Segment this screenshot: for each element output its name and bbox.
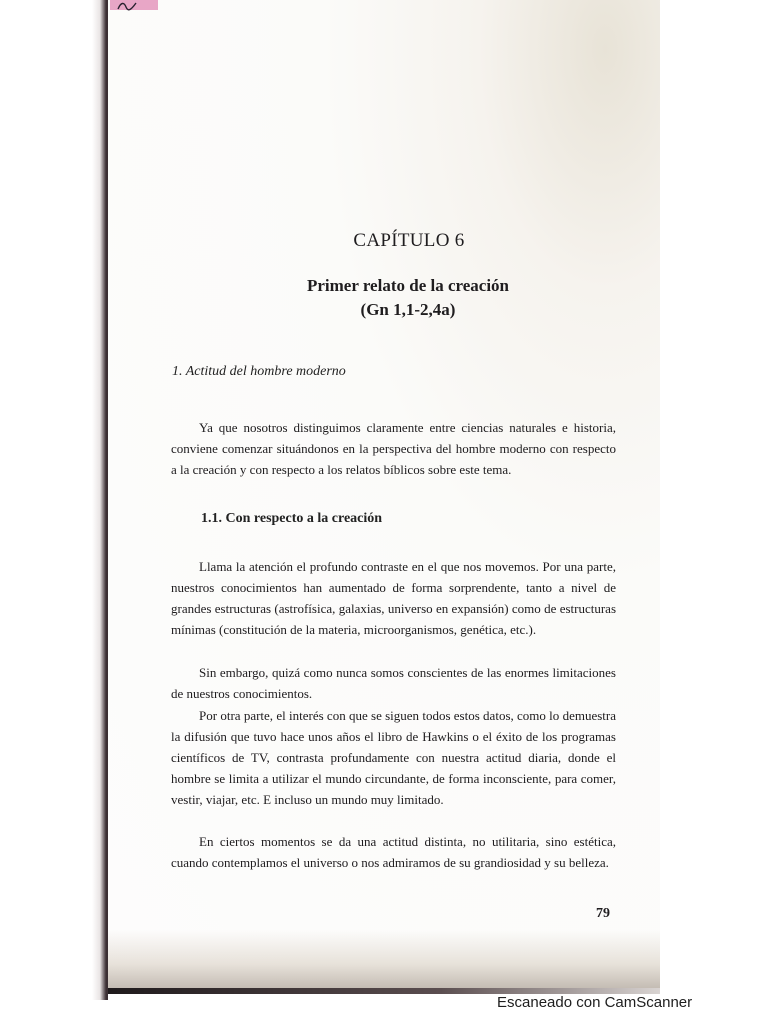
body-paragraph: Por otra parte, el interés con que se siguen todos estos datos, como lo demuestra la difusión que tuvo hace unos años el libro de Hawkins o el éxito de los programas científicos de TV, contrasta profundamente con nuestra actitud diaria, donde el hombre se limita a utilizar el mundo circundante, de forma inconsciente, para comer, vestir, viajar, etc. E incluso un mundo muy limitado. — [171, 708, 616, 807]
chapter-title: Primer relato de la creación — [306, 276, 510, 295]
camscanner-watermark: Escaneado con CamScanner — [497, 994, 693, 1011]
page-bottom-shadow — [108, 930, 660, 992]
body-paragraph: En ciertos momentos se da una actitud distinta, no utilitaria, sino estética, cuando contemplamos el universo o nos admiramos de su grandiosidad y su belleza. — [171, 834, 616, 870]
pen-scribble-icon — [116, 0, 138, 12]
body-paragraph: Llama la atención el profundo contraste en el que nos movemos. Por una parte, nuestros conocimientos han aumentado de forma sorprendente, tanto a nivel de grandes estructuras (astrofísica, galaxias, universo en expansión) como de estructuras mínimas (constitución de la materia, microorganismos, genética, etc.). — [171, 559, 616, 637]
body-paragraph: Sin embargo, quizá como nunca somos conscientes de las enormes limitaciones de nuestros conocimientos. — [171, 665, 616, 701]
book-page — [108, 0, 660, 992]
subsection-heading: 1.1. Con respecto a la creación — [201, 511, 383, 526]
section-heading: 1. Actitud del hombre moderno — [172, 364, 346, 379]
scan-dark-edge — [0, 0, 108, 1000]
chapter-reference: (Gn 1,1-2,4a) — [360, 300, 456, 319]
page-number: 79 — [596, 906, 610, 921]
intro-paragraph: Ya que nosotros distinguimos claramente entre ciencias naturales e historia, conviene comenzar situándonos en la perspectiva del hombre moderno con respecto a la creación y con respecto a los relatos bíblicos sobre este tema. — [171, 420, 616, 477]
chapter-label: CAPÍTULO 6 — [353, 230, 465, 251]
